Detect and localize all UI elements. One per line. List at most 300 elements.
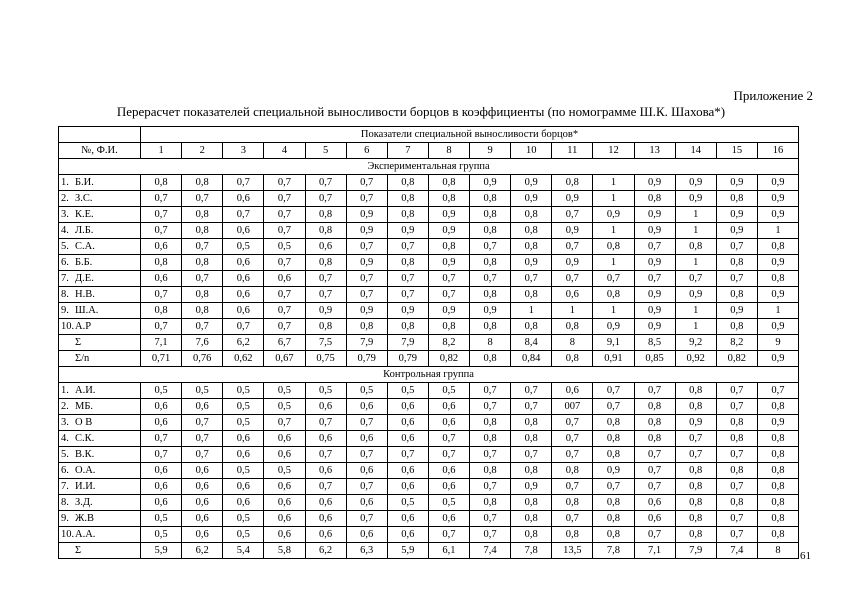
value-cell: 0,6 bbox=[305, 495, 346, 511]
value-cell: 0,7 bbox=[552, 479, 593, 495]
value-cell: 0,6 bbox=[264, 447, 305, 463]
athlete-name-cell bbox=[59, 399, 141, 415]
athlete-name: З.С. bbox=[75, 192, 93, 204]
value-cell: 0,5 bbox=[223, 511, 264, 527]
value-cell: 0,8 bbox=[470, 463, 511, 479]
value-cell: 0,5 bbox=[223, 383, 264, 399]
value-cell: 0,7 bbox=[593, 383, 634, 399]
value-cell: 0,6 bbox=[264, 431, 305, 447]
value-cell: 1 bbox=[675, 303, 716, 319]
table-row bbox=[59, 335, 799, 351]
value-cell: 8,2 bbox=[428, 335, 469, 351]
value-cell: 0,8 bbox=[428, 191, 469, 207]
table-row bbox=[59, 175, 799, 191]
value-cell: 0,6 bbox=[264, 479, 305, 495]
value-cell: 1 bbox=[511, 303, 552, 319]
group-title: Контрольная группа bbox=[59, 367, 799, 383]
value-cell: 0,8 bbox=[511, 223, 552, 239]
table-row bbox=[59, 191, 799, 207]
value-cell: 0,7 bbox=[264, 191, 305, 207]
athlete-name-cell bbox=[59, 351, 141, 367]
value-cell: 6,7 bbox=[264, 335, 305, 351]
value-cell: 0,7 bbox=[552, 511, 593, 527]
value-cell: 0,9 bbox=[634, 223, 675, 239]
athlete-name: С.К. bbox=[75, 432, 95, 444]
value-cell: 0,8 bbox=[757, 511, 798, 527]
column-header: 1 bbox=[141, 143, 182, 159]
value-cell: 0,6 bbox=[428, 399, 469, 415]
value-cell: 0,7 bbox=[593, 399, 634, 415]
page-number: 61 bbox=[800, 550, 811, 562]
value-cell: 0,8 bbox=[757, 495, 798, 511]
value-cell: 0,9 bbox=[593, 463, 634, 479]
value-cell: 0,6 bbox=[346, 463, 387, 479]
value-cell: 0,6 bbox=[223, 479, 264, 495]
value-cell: 0,9 bbox=[634, 303, 675, 319]
value-cell: 0,8 bbox=[593, 431, 634, 447]
value-cell: 0,8 bbox=[757, 463, 798, 479]
value-cell: 0,7 bbox=[141, 191, 182, 207]
value-cell: 7,4 bbox=[470, 543, 511, 559]
value-cell: 0,6 bbox=[264, 495, 305, 511]
document-title: Перерасчет показателей специальной выносливости борцов в коэффициенты (по номограмме Ш.К. Шахова*) bbox=[116, 104, 726, 119]
row-number: 4. bbox=[61, 432, 69, 444]
value-cell: 0,5 bbox=[264, 399, 305, 415]
value-cell: 0,82 bbox=[716, 351, 757, 367]
header-name-column: №, Ф.И. bbox=[59, 143, 141, 159]
value-cell: 0,8 bbox=[593, 495, 634, 511]
value-cell: 0,9 bbox=[716, 175, 757, 191]
value-cell: 0,8 bbox=[141, 303, 182, 319]
value-cell: 0,6 bbox=[141, 271, 182, 287]
value-cell: 0,8 bbox=[141, 175, 182, 191]
value-cell: 0,8 bbox=[675, 239, 716, 255]
value-cell: 0,7 bbox=[387, 271, 428, 287]
value-cell: 0,6 bbox=[387, 479, 428, 495]
athlete-name: О В bbox=[75, 416, 93, 428]
value-cell: 0,8 bbox=[511, 239, 552, 255]
column-header: 13 bbox=[634, 143, 675, 159]
value-cell: 8 bbox=[470, 335, 511, 351]
athlete-name-cell bbox=[59, 319, 141, 335]
table-row bbox=[59, 399, 799, 415]
value-cell: 0,6 bbox=[305, 399, 346, 415]
value-cell: 7,9 bbox=[346, 335, 387, 351]
value-cell: 9,1 bbox=[593, 335, 634, 351]
value-cell: 0,8 bbox=[470, 351, 511, 367]
value-cell: 0,7 bbox=[264, 255, 305, 271]
value-cell: 1 bbox=[675, 319, 716, 335]
table-row bbox=[59, 303, 799, 319]
value-cell: 0,6 bbox=[182, 527, 223, 543]
value-cell: 0,6 bbox=[141, 415, 182, 431]
value-cell: 0,9 bbox=[757, 207, 798, 223]
value-cell: 0,85 bbox=[634, 351, 675, 367]
value-cell: 0,8 bbox=[675, 399, 716, 415]
column-header: 3 bbox=[223, 143, 264, 159]
athlete-name: Д.Е. bbox=[75, 272, 94, 284]
value-cell: 0,8 bbox=[757, 399, 798, 415]
value-cell: 0,5 bbox=[141, 383, 182, 399]
value-cell: 0,9 bbox=[716, 303, 757, 319]
value-cell: 0,7 bbox=[346, 271, 387, 287]
athlete-name: З.Д. bbox=[75, 496, 93, 508]
value-cell: 0,8 bbox=[634, 399, 675, 415]
athlete-name: К.Е. bbox=[75, 208, 94, 220]
value-cell: 0,7 bbox=[264, 319, 305, 335]
value-cell: 0,8 bbox=[675, 495, 716, 511]
value-cell: 0,7 bbox=[141, 207, 182, 223]
value-cell: 0,8 bbox=[716, 255, 757, 271]
value-cell: 0,9 bbox=[387, 303, 428, 319]
value-cell: 0,8 bbox=[552, 175, 593, 191]
value-cell: 0,8 bbox=[305, 319, 346, 335]
value-cell: 0,9 bbox=[675, 287, 716, 303]
value-cell: 0,6 bbox=[305, 239, 346, 255]
value-cell: 0,6 bbox=[223, 431, 264, 447]
value-cell: 0,7 bbox=[470, 527, 511, 543]
value-cell: 0,7 bbox=[511, 399, 552, 415]
value-cell: 0,7 bbox=[305, 287, 346, 303]
value-cell: 0,7 bbox=[141, 223, 182, 239]
value-cell: 0,8 bbox=[593, 447, 634, 463]
value-cell: 0,9 bbox=[387, 223, 428, 239]
athlete-name-cell bbox=[59, 383, 141, 399]
athlete-name: Б.Б. bbox=[75, 256, 93, 268]
value-cell: 0,6 bbox=[428, 463, 469, 479]
value-cell: 0,7 bbox=[223, 319, 264, 335]
value-cell: 7,1 bbox=[634, 543, 675, 559]
value-cell: 0,8 bbox=[511, 527, 552, 543]
table-row bbox=[59, 255, 799, 271]
athlete-name: МБ. bbox=[75, 400, 93, 412]
value-cell: 0,7 bbox=[470, 511, 511, 527]
value-cell: 0,5 bbox=[305, 383, 346, 399]
row-number: 1. bbox=[61, 384, 69, 396]
value-cell: 0,6 bbox=[223, 303, 264, 319]
value-cell: 0,7 bbox=[141, 287, 182, 303]
value-cell: 5,9 bbox=[141, 543, 182, 559]
value-cell: 5,9 bbox=[387, 543, 428, 559]
value-cell: 0,8 bbox=[757, 271, 798, 287]
value-cell: 0,6 bbox=[182, 463, 223, 479]
value-cell: 0,8 bbox=[470, 431, 511, 447]
value-cell: 0,8 bbox=[470, 207, 511, 223]
value-cell: 0,7 bbox=[305, 175, 346, 191]
value-cell: 0,8 bbox=[634, 191, 675, 207]
value-cell: 0,8 bbox=[757, 431, 798, 447]
value-cell: 0,6 bbox=[223, 447, 264, 463]
value-cell: 1 bbox=[593, 191, 634, 207]
value-cell: 0,8 bbox=[593, 287, 634, 303]
value-cell: 0,8 bbox=[387, 207, 428, 223]
value-cell: 0,6 bbox=[264, 271, 305, 287]
athlete-name: А.А. bbox=[75, 528, 96, 540]
table-row bbox=[59, 415, 799, 431]
value-cell: 0,84 bbox=[511, 351, 552, 367]
row-number: 10. bbox=[61, 528, 75, 540]
value-cell: 0,8 bbox=[634, 431, 675, 447]
value-cell: 0,8 bbox=[757, 447, 798, 463]
row-number: 5. bbox=[61, 448, 69, 460]
value-cell: 0,8 bbox=[552, 319, 593, 335]
value-cell: 0,5 bbox=[223, 239, 264, 255]
value-cell: 0,7 bbox=[387, 239, 428, 255]
header-corner bbox=[59, 127, 141, 143]
table-body bbox=[59, 127, 799, 559]
column-header: 2 bbox=[182, 143, 223, 159]
value-cell: 0,8 bbox=[141, 255, 182, 271]
value-cell: 0,9 bbox=[428, 255, 469, 271]
value-cell: 6,2 bbox=[223, 335, 264, 351]
value-cell: 0,7 bbox=[634, 479, 675, 495]
value-cell: 0,7 bbox=[346, 191, 387, 207]
table-row bbox=[59, 319, 799, 335]
value-cell: 0,79 bbox=[346, 351, 387, 367]
value-cell: 0,8 bbox=[428, 319, 469, 335]
row-number: 8. bbox=[61, 288, 69, 300]
value-cell: 0,8 bbox=[675, 479, 716, 495]
row-number: 8. bbox=[61, 496, 69, 508]
column-header: 7 bbox=[387, 143, 428, 159]
value-cell: 0,7 bbox=[264, 287, 305, 303]
value-cell: 0,9 bbox=[511, 191, 552, 207]
value-cell: 9 bbox=[757, 335, 798, 351]
value-cell: 0,6 bbox=[346, 495, 387, 511]
value-cell: 0,8 bbox=[552, 495, 593, 511]
value-cell: 0,7 bbox=[182, 415, 223, 431]
value-cell: 0,8 bbox=[305, 223, 346, 239]
value-cell: 0,8 bbox=[716, 431, 757, 447]
value-cell: 0,7 bbox=[305, 447, 346, 463]
athlete-name: Ш.А. bbox=[75, 304, 99, 316]
value-cell: 0,6 bbox=[387, 415, 428, 431]
athlete-name-cell bbox=[59, 527, 141, 543]
column-header: 11 bbox=[552, 143, 593, 159]
value-cell: 0,7 bbox=[511, 447, 552, 463]
athlete-name-cell bbox=[59, 207, 141, 223]
value-cell: 0,8 bbox=[675, 511, 716, 527]
value-cell: 0,8 bbox=[182, 207, 223, 223]
value-cell: 0,7 bbox=[305, 479, 346, 495]
value-cell: 0,6 bbox=[305, 511, 346, 527]
athlete-name-cell bbox=[59, 175, 141, 191]
value-cell: 0,6 bbox=[141, 479, 182, 495]
athlete-name: Н.В. bbox=[75, 288, 95, 300]
value-cell: 0,79 bbox=[387, 351, 428, 367]
row-number: 9. bbox=[61, 512, 69, 524]
value-cell: 0,7 bbox=[387, 447, 428, 463]
row-number: 6. bbox=[61, 464, 69, 476]
value-cell: 0,6 bbox=[387, 399, 428, 415]
value-cell: 0,8 bbox=[593, 511, 634, 527]
row-number: 10. bbox=[61, 320, 75, 332]
header-row-top bbox=[59, 127, 799, 143]
header-span: Показатели специальной выносливости борцов* bbox=[141, 127, 799, 143]
value-cell: 0,9 bbox=[346, 207, 387, 223]
value-cell: 0,6 bbox=[428, 479, 469, 495]
value-cell: 0,5 bbox=[223, 415, 264, 431]
value-cell: 0,7 bbox=[346, 447, 387, 463]
value-cell: 0,7 bbox=[182, 191, 223, 207]
value-cell: 6,2 bbox=[182, 543, 223, 559]
value-cell: 0,6 bbox=[387, 527, 428, 543]
athlete-name-cell bbox=[59, 239, 141, 255]
athlete-name-cell bbox=[59, 271, 141, 287]
table-row bbox=[59, 239, 799, 255]
group-title-row bbox=[59, 159, 799, 175]
athlete-name-cell bbox=[59, 191, 141, 207]
athlete-name-cell bbox=[59, 255, 141, 271]
value-cell: 5,8 bbox=[264, 543, 305, 559]
value-cell: 1 bbox=[757, 223, 798, 239]
value-cell: 0,6 bbox=[264, 511, 305, 527]
value-cell: 0,7 bbox=[182, 447, 223, 463]
value-cell: 0,8 bbox=[757, 479, 798, 495]
value-cell: 0,9 bbox=[757, 191, 798, 207]
value-cell: 0,7 bbox=[346, 511, 387, 527]
value-cell: 0,7 bbox=[716, 511, 757, 527]
value-cell: 0,8 bbox=[675, 383, 716, 399]
value-cell: 0,8 bbox=[182, 303, 223, 319]
table-row bbox=[59, 351, 799, 367]
value-cell: 0,7 bbox=[470, 239, 511, 255]
athlete-name: Ж.В bbox=[75, 512, 95, 524]
table-row bbox=[59, 383, 799, 399]
value-cell: 0,6 bbox=[223, 287, 264, 303]
value-cell: 0,7 bbox=[346, 479, 387, 495]
value-cell: 0,5 bbox=[141, 511, 182, 527]
row-number: 2. bbox=[61, 192, 69, 204]
value-cell: 0,9 bbox=[346, 223, 387, 239]
value-cell: 0,7 bbox=[264, 415, 305, 431]
value-cell: 0,9 bbox=[757, 319, 798, 335]
value-cell: 0,6 bbox=[182, 495, 223, 511]
value-cell: 0,8 bbox=[552, 527, 593, 543]
column-header: 8 bbox=[428, 143, 469, 159]
value-cell: 0,8 bbox=[634, 415, 675, 431]
athlete-name: И.И. bbox=[75, 480, 96, 492]
value-cell: 0,7 bbox=[182, 431, 223, 447]
athlete-name: Б.И. bbox=[75, 176, 94, 188]
value-cell: 1 bbox=[593, 175, 634, 191]
value-cell: 0,8 bbox=[387, 319, 428, 335]
value-cell: 0,5 bbox=[264, 239, 305, 255]
value-cell: 0,8 bbox=[716, 415, 757, 431]
value-cell: 0,9 bbox=[716, 207, 757, 223]
value-cell: 0,7 bbox=[511, 271, 552, 287]
value-cell: 0,8 bbox=[593, 527, 634, 543]
value-cell: 8,2 bbox=[716, 335, 757, 351]
value-cell: 0,9 bbox=[757, 175, 798, 191]
athlete-name: В.К. bbox=[75, 448, 95, 460]
value-cell: 0,6 bbox=[346, 527, 387, 543]
value-cell: 0,6 bbox=[223, 191, 264, 207]
value-cell: 0,9 bbox=[428, 223, 469, 239]
value-cell: 0,5 bbox=[387, 383, 428, 399]
value-cell: 0,75 bbox=[305, 351, 346, 367]
athlete-name-cell bbox=[59, 335, 141, 351]
value-cell: 0,8 bbox=[387, 175, 428, 191]
value-cell: 6,2 bbox=[305, 543, 346, 559]
value-cell: 0,5 bbox=[141, 527, 182, 543]
value-cell: 1 bbox=[757, 303, 798, 319]
value-cell: 7,1 bbox=[141, 335, 182, 351]
value-cell: 0,7 bbox=[634, 463, 675, 479]
value-cell: 0,8 bbox=[511, 415, 552, 431]
value-cell: 0,7 bbox=[634, 527, 675, 543]
column-header: 12 bbox=[593, 143, 634, 159]
value-cell: 0,7 bbox=[470, 447, 511, 463]
athlete-name: А.Р bbox=[75, 320, 92, 332]
value-cell: 0,8 bbox=[305, 255, 346, 271]
value-cell: 0,7 bbox=[634, 447, 675, 463]
value-cell: 0,7 bbox=[716, 479, 757, 495]
value-cell: 0,7 bbox=[428, 447, 469, 463]
value-cell: 8 bbox=[552, 335, 593, 351]
table-row bbox=[59, 495, 799, 511]
value-cell: 9,2 bbox=[675, 335, 716, 351]
value-cell: 1 bbox=[675, 207, 716, 223]
value-cell: 0,7 bbox=[264, 223, 305, 239]
row-number: 1. bbox=[61, 176, 69, 188]
value-cell: 0,8 bbox=[716, 495, 757, 511]
value-cell: 0,71 bbox=[141, 351, 182, 367]
column-header: 5 bbox=[305, 143, 346, 159]
value-cell: 0,7 bbox=[346, 239, 387, 255]
value-cell: 0,8 bbox=[470, 319, 511, 335]
value-cell: 0,6 bbox=[387, 463, 428, 479]
value-cell: 0,67 bbox=[264, 351, 305, 367]
value-cell: 0,6 bbox=[428, 415, 469, 431]
value-cell: 0,8 bbox=[511, 495, 552, 511]
endurance-coefficients-table bbox=[58, 126, 799, 559]
value-cell: 0,8 bbox=[387, 255, 428, 271]
value-cell: 1 bbox=[552, 303, 593, 319]
value-cell: 0,9 bbox=[552, 223, 593, 239]
value-cell: 0,9 bbox=[634, 255, 675, 271]
value-cell: 0,9 bbox=[634, 287, 675, 303]
value-cell: 0,5 bbox=[264, 383, 305, 399]
athlete-name-cell bbox=[59, 223, 141, 239]
value-cell: 0,9 bbox=[552, 255, 593, 271]
value-cell: 0,8 bbox=[716, 191, 757, 207]
value-cell: 0,8 bbox=[716, 463, 757, 479]
value-cell: 0,5 bbox=[223, 399, 264, 415]
value-cell: 0,8 bbox=[470, 191, 511, 207]
value-cell: 0,6 bbox=[141, 239, 182, 255]
column-header: 10 bbox=[511, 143, 552, 159]
athlete-name-cell bbox=[59, 479, 141, 495]
athlete-name: Σ/n bbox=[75, 352, 90, 364]
value-cell: 0,7 bbox=[470, 271, 511, 287]
value-cell: 0,82 bbox=[428, 351, 469, 367]
group-title-row bbox=[59, 367, 799, 383]
value-cell: 0,5 bbox=[346, 383, 387, 399]
athlete-name-cell bbox=[59, 415, 141, 431]
value-cell: 0,7 bbox=[264, 303, 305, 319]
column-header: 6 bbox=[346, 143, 387, 159]
value-cell: 0,9 bbox=[634, 319, 675, 335]
athlete-name-cell bbox=[59, 543, 141, 559]
value-cell: 0,9 bbox=[757, 351, 798, 367]
value-cell: 0,9 bbox=[346, 255, 387, 271]
row-number: 3. bbox=[61, 416, 69, 428]
value-cell: 0,6 bbox=[387, 511, 428, 527]
value-cell: 0,7 bbox=[428, 287, 469, 303]
value-cell: 0,9 bbox=[593, 319, 634, 335]
appendix-label: Приложение 2 bbox=[733, 88, 813, 103]
